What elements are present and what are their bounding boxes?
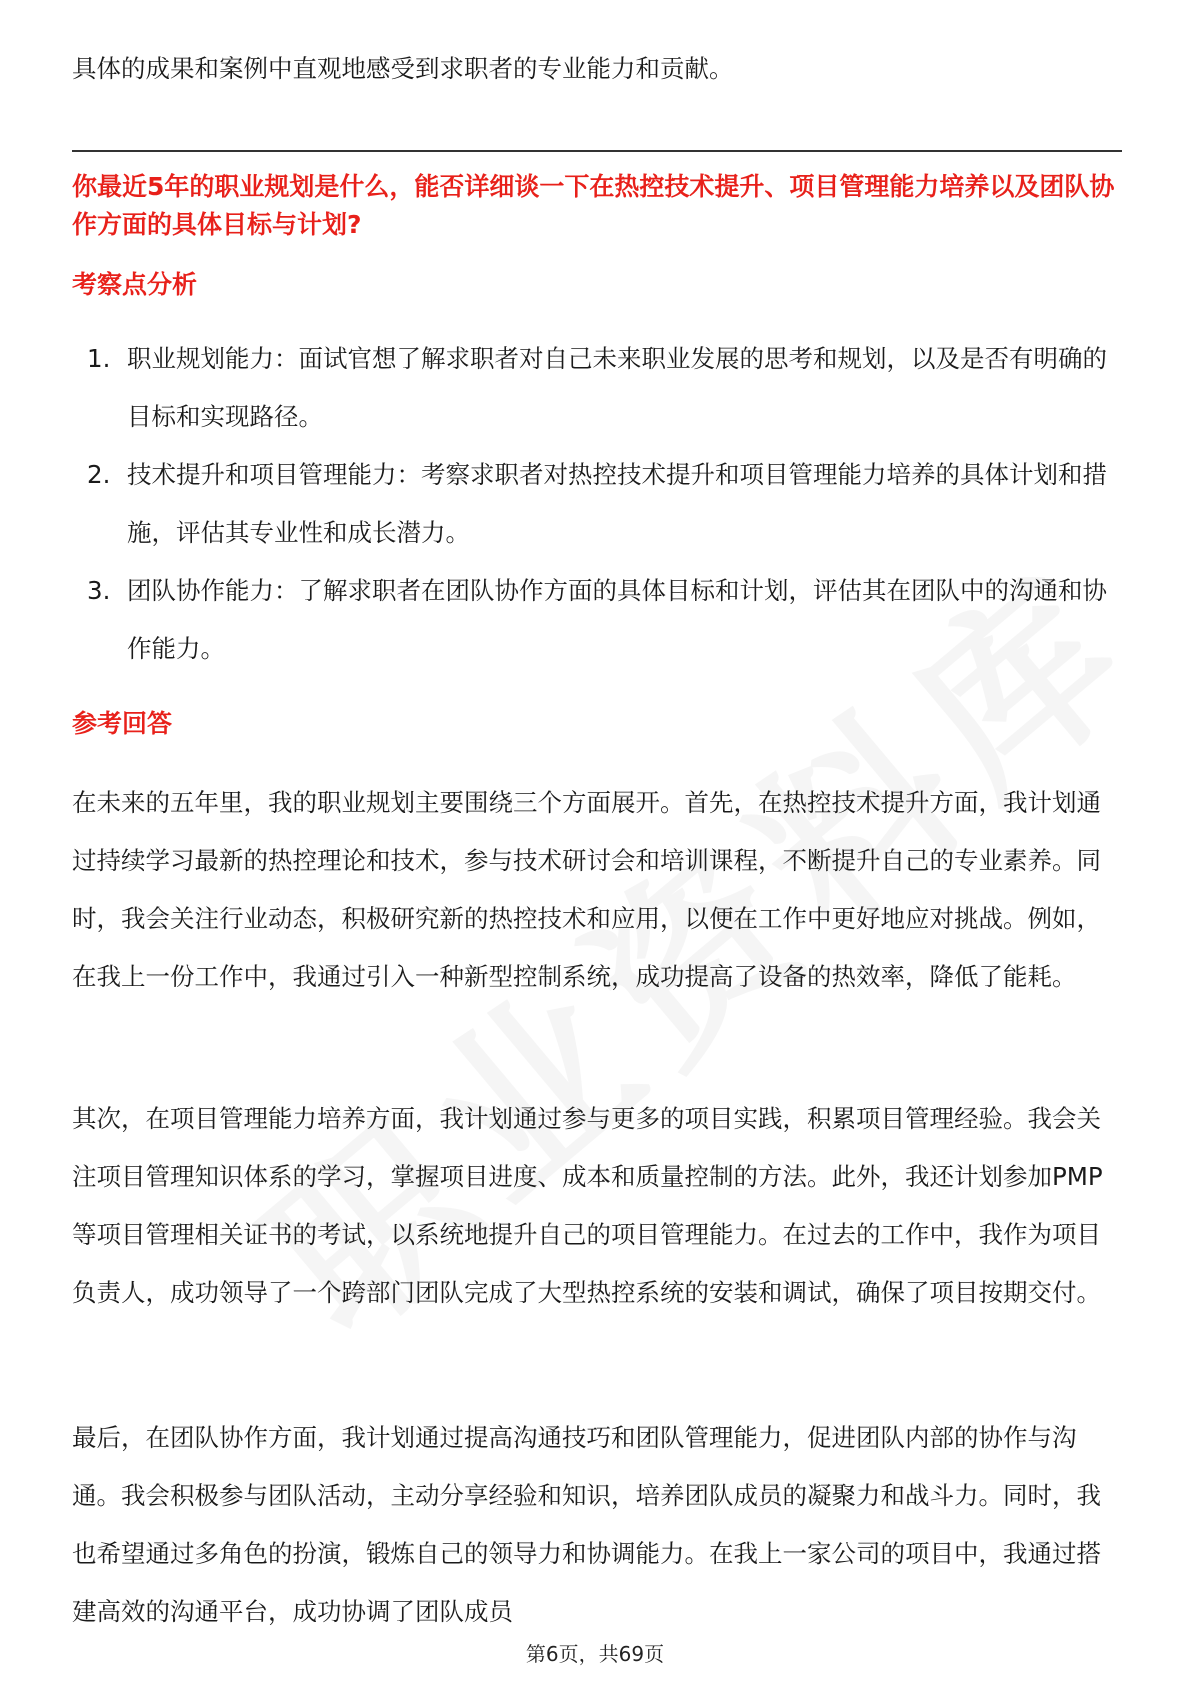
list-item-text: 团队协作能力：了解求职者在团队协作方面的具体目标和计划，评估其在团队中的沟通和协作能力。 bbox=[127, 576, 1107, 663]
list-item bbox=[72, 562, 1122, 678]
list-item-number: 2. bbox=[87, 460, 111, 489]
answer-paragraph: 在未来的五年里，我的职业规划主要围绕三个方面展开。首先，在热控技术提升方面，我计划通过持续学习最新的热控理论和技术，参与技术研讨会和培训课程，不断提升自己的专业素养。同时，我会关注行业动态，积极研究新的热控技术和应用，以便在工作中更好地应对挑战。例如，在我上一份工作中，我通过引入一种新型控制系统，成功提高了设备的热效率，降低了能耗。 bbox=[72, 788, 1101, 991]
list-item bbox=[72, 330, 1122, 446]
analysis-list bbox=[72, 330, 1122, 678]
answer-paragraph: 其次，在项目管理能力培养方面，我计划通过参与更多的项目实践，积累项目管理经验。我会关注项目管理知识体系的学习，掌握项目进度、成本和质量控制的方法。此外，我还计划参加PMP等项目管理相关证书的考试，以系统地提升自己的项目管理能力。在过去的工作中，我作为项目负责人，成功领导了一个跨部门团队完成了大型热控系统的安装和调试，确保了项目按期交付。 bbox=[72, 1104, 1103, 1307]
question-heading: 你最近5年的职业规划是什么，能否详细谈一下在热控技术提升、项目管理能力培养以及团队协作方面的具体目标与计划? bbox=[72, 172, 1115, 239]
list-item bbox=[72, 446, 1122, 562]
divider bbox=[72, 150, 1122, 152]
list-item-text: 技术提升和项目管理能力：考察求职者对热控技术提升和项目管理能力培养的具体计划和措施，评估其专业性和成长潜力。 bbox=[127, 460, 1107, 547]
lead-text: 具体的成果和案例中直观地感受到求职者的专业能力和贡献。 bbox=[72, 54, 734, 83]
list-item-number: 1. bbox=[87, 344, 111, 373]
answer-paragraph: 最后，在团队协作方面，我计划通过提高沟通技巧和团队管理能力，促进团队内部的协作与沟通。我会积极参与团队活动，主动分享经验和知识，培养团队成员的凝聚力和战斗力。同时，我也希望通过多角色的扮演，锻炼自己的领导力和协调能力。在我上一家公司的项目中，我通过搭建高效的沟通平台，成功协调了团队成员 bbox=[72, 1423, 1101, 1626]
analysis-title: 考察点分析 bbox=[72, 270, 198, 299]
list-item-text: 职业规划能力：面试官想了解求职者对自己未来职业发展的思考和规划，以及是否有明确的目标和实现路径。 bbox=[127, 344, 1107, 431]
list-item-number: 3. bbox=[87, 576, 111, 605]
page-footer: 第6页，共69页 bbox=[525, 1642, 665, 1666]
answer-title: 参考回答 bbox=[72, 709, 173, 738]
